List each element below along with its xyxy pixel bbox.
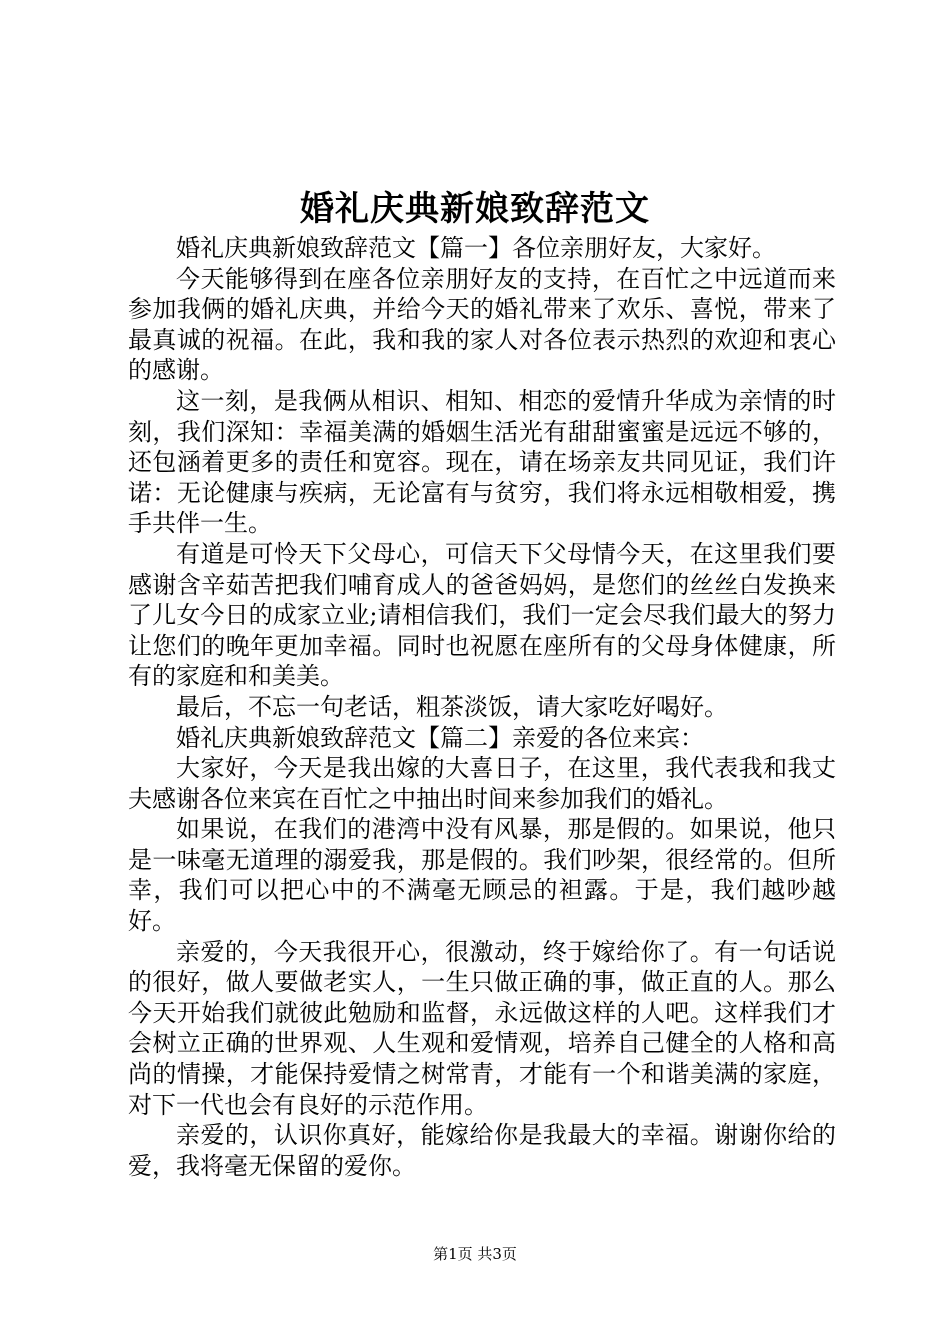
page-number-footer: 第1页 共3页 [433, 1245, 517, 1263]
paragraph: 最后，不忘一句老话，粗茶淡饭，请大家吃好喝好。 [176, 692, 728, 721]
document-title: 婚礼庆典新娘致辞范文 [300, 189, 650, 229]
paragraph: 这一刻，是我俩从相识、相知、相恋的爱情升华成为亲情的时刻，我们深知：幸福美满的婚姻生活光有甜甜蜜蜜是远远不够的，还包涵着更多的责任和宽容。现在，请在场亲友共同见证，我们许诺：无论健康与疾病，无论富有与贫穷，我们将永远相敬相爱，携手共伴一生。 [128, 386, 836, 538]
paragraph: 亲爱的，认识你真好，能嫁给你是我最大的幸福。谢谢你给的爱，我将毫无保留的爱你。 [128, 1121, 836, 1180]
paragraph: 今天能够得到在座各位亲朋好友的支持，在百忙之中远道而来参加我俩的婚礼庆典，并给今天的婚礼带来了欢乐、喜悦，带来了最真诚的祝福。在此，我和我的家人对各位表示热烈的欢迎和衷心的感谢。 [128, 264, 836, 385]
paragraph: 如果说，在我们的港湾中没有风暴，那是假的。如果说，他只是一味毫无道理的溺爱我，那是假的。我们吵架，很经常的。但所幸，我们可以把心中的不满毫无顾忌的袒露。于是，我们越吵越好。 [128, 815, 836, 936]
paragraph: 大家好，今天是我出嫁的大喜日子，在这里，我代表我和我丈夫感谢各位来宾在百忙之中抽出时间来参加我们的婚礼。 [128, 754, 836, 813]
paragraph: 婚礼庆典新娘致辞范文【篇一】各位亲朋好友，大家好。 [176, 234, 776, 262]
paragraph: 婚礼庆典新娘致辞范文【篇二】亲爱的各位来宾： [176, 723, 704, 752]
paragraph: 有道是可怜天下父母心，可信天下父母情今天，在这里我们要感谢含辛茹苦把我们哺育成人的爸爸妈妈，是您们的丝丝白发换来了儿女今日的成家立业;请相信我们，我们一定会尽我们最大的努力让您们的晚年更加幸福。同时也祝愿在座所有的父母身体健康，所有的家庭和和美美。 [128, 539, 836, 691]
document-body [128, 233, 836, 1181]
paragraph: 亲爱的，今天我很开心，很激动，终于嫁给你了。有一句话说的很好，做人要做老实人，一生只做正确的事，做正直的人。那么今天开始我们就彼此勉励和监督，永远做这样的人吧。这样我们才会树立正确的世界观、人生观和爱情观，培养自己健全的人格和高尚的情操，才能保持爱情之树常青，才能有一个和谐美满的家庭，对下一代也会有良好的示范作用。 [128, 937, 836, 1119]
